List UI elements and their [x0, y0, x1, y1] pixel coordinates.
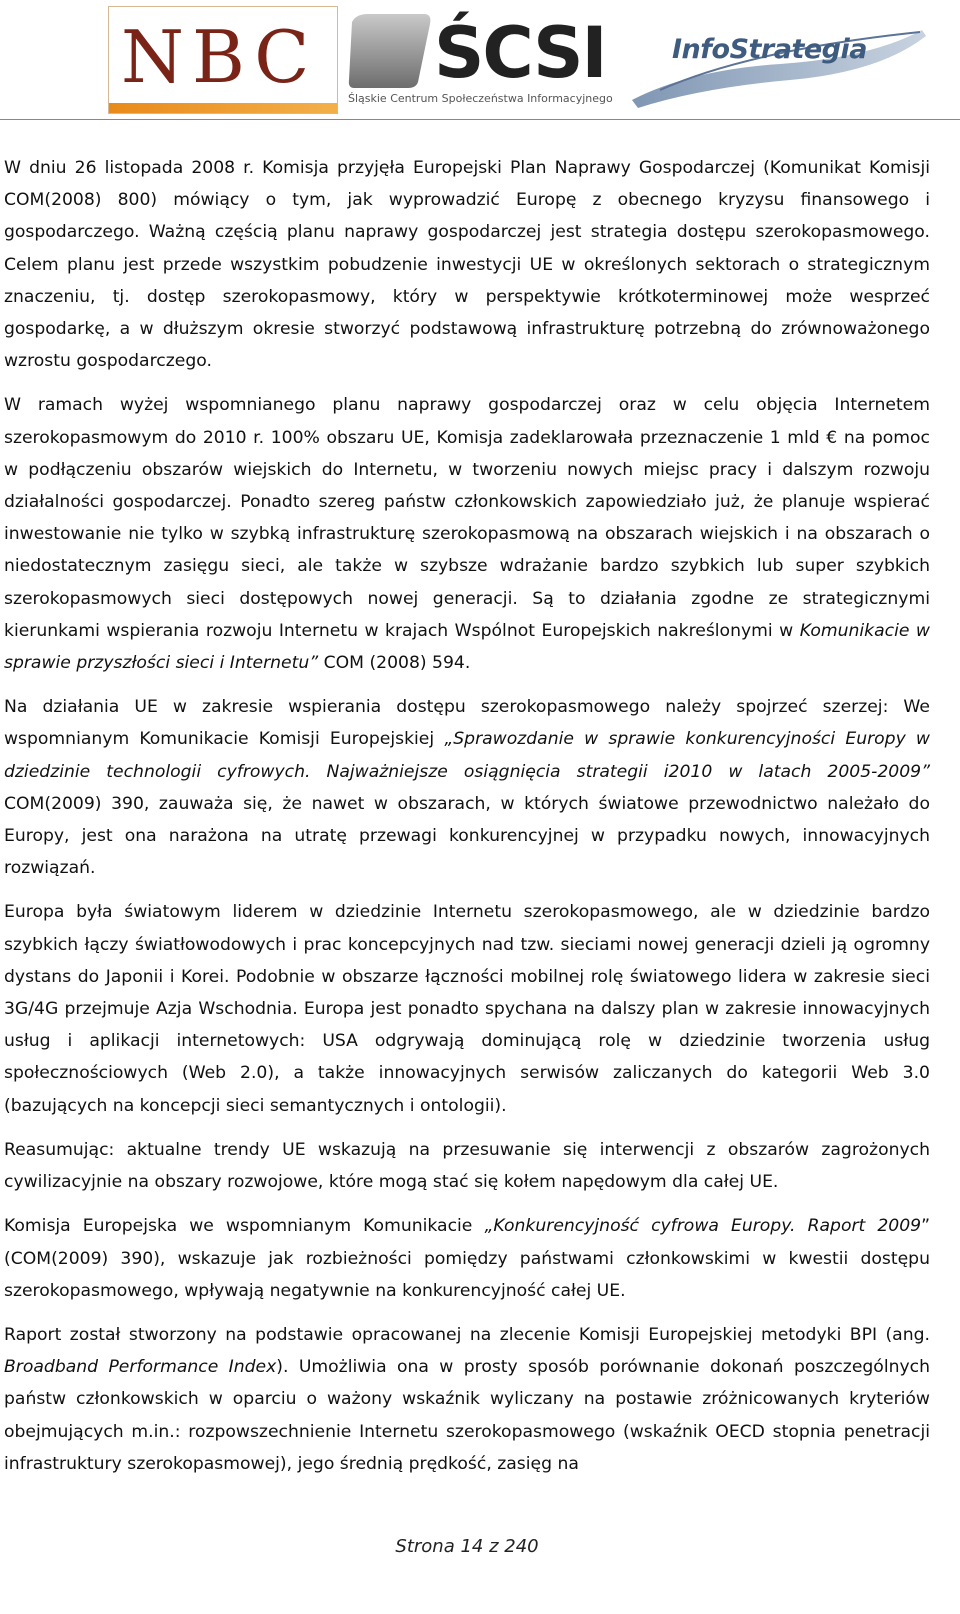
paragraph-text: Reasumując: aktualne trendy UE wskazują na przesuwanie się interwencji z obszarów zagrożonych cywilizacyjnie na obszary rozwojowe, które mogą stać się kołem napędowym dla całej UE.	[4, 1139, 930, 1193]
body-paragraph	[4, 389, 930, 679]
infostrategia-logo-text: InfoStrategia	[672, 34, 867, 65]
infostrategia-logo	[630, 20, 930, 110]
italic-citation: „Konkurencyjność cyfrowa Europy. Raport 2009	[484, 1216, 922, 1237]
document-body	[4, 152, 930, 1492]
paragraph-text: Europa była światowym liderem w dziedzinie Internetu szerokopasmowego, ale w dziedzinie bardzo szybkich łączy światłowodowych i prac koncepcyjnych nad tzw. sieciami nowej generacji dzieli ją ogromny dystans do Japonii i Korei. Podobnie w obszarze łączności mobilnej rolę światowego lidera w zakresie sieci 3G/4G przejmuje Azja Wschodnia. Europa jest ponadto spychana na dalszy plan w zakresie innowacyjnych usług i aplikacji internetowych: USA odgrywają dominującą rolę w dziedzinie tworzenia usług społecznościowych (Web 2.0), a także innowacyjnych serwisów zaliczanych do kategorii Web 3.0 (bazujących na koncepcji sieci semantycznych i ontologii).	[4, 902, 930, 1116]
nbc-logo-bar	[109, 103, 337, 113]
scsi-logo-subtitle: Śląskie Centrum Społeczeństwa Informacyjnego	[348, 92, 613, 105]
page-header	[0, 0, 960, 120]
paragraph-text: COM (2008) 594.	[318, 653, 471, 674]
paragraph-text: W ramach wyżej wspomnianego planu naprawy gospodarczej oraz w celu objęcia Internetem szerokopasmowym do 2010 r. 100% obszaru UE, Komisja zadeklarowała przeznaczenie 1 mld € na pomoc w podłączeniu obszarów wiejskich do Internetu, w tworzeniu nowych miejsc pracy i dalszym rozwoju działalności gospodarczej. Ponadto szereg państw członkowskich zapowiedziało już, że planuje wspierać inwestowanie nie tylko w szybką infrastrukturę szerokopasmową na obszarach wiejskich i na obszarach o niedostatecznym zasięgu sieci, ale także w szybsze wdrażanie bardzo szybkich lub super szybkich szerokopasmowych sieci dostępowych nowej generacji. Są to działania zgodne ze strategicznymi kierunkami wspierania rozwoju Internetu w krajach Wspólnot Europejskich nakreślonymi w	[4, 395, 930, 641]
nbc-logo	[108, 6, 338, 114]
paragraph-text: COM(2009) 390, zauważa się, że nawet w obszarach, w których światowe przewodnictwo należało do Europy, jest ona narażona na utratę przewagi konkurencyjnej w przypadku nowych, innowacyjnych rozwiązań.	[4, 793, 930, 879]
body-paragraph	[4, 152, 930, 377]
body-paragraph	[4, 1134, 930, 1198]
body-paragraph	[4, 691, 930, 884]
page-number: Strona 14 z 240	[395, 1536, 539, 1557]
paragraph-text: W dniu 26 listopada 2008 r. Komisja przyjęła Europejski Plan Naprawy Gospodarczej (Komunikat Komisji COM(2008) 800) mówiący o tym, jak wyprowadzić Europę z obecnego kryzysu finansowego i gospodarczego. Ważną częścią planu naprawy gospodarczej jest strategia dostępu szerokopasmowego. Celem planu jest przede wszystkim pobudzenie inwestycji UE w określonych sektorach o strategicznym znaczeniu, tj. dostęp szerokopasmowy, który w perspektywie krótkoterminowej może wesprzeć gospodarkę, a w dłuższym okresie stworzyć podstawową infrastrukturę potrzebną do zrównoważonego wzrostu gospodarczego.	[4, 158, 930, 372]
header-divider	[0, 119, 960, 120]
nbc-logo-text: NBC	[121, 15, 318, 99]
italic-citation: „Sprawozdanie w sprawie konkurencyjności Europy w dziedzinie technologii cyfrowych. Najważniejsze osiągnięcia strategii i2010 w latach 2005-2009”	[4, 729, 930, 782]
body-paragraph	[4, 1319, 930, 1480]
paragraph-text: Komisja Europejska we wspomnianym Komunikacie	[4, 1216, 485, 1237]
body-paragraph	[4, 1210, 930, 1307]
body-paragraph	[4, 896, 930, 1121]
scsi-emblem-icon	[346, 10, 436, 90]
paragraph-text: ). Umożliwia ona w prosty sposób porównanie dokonań poszczególnych państw członkowskich w oparciu o ważony wskaźnik wyliczany na postawie zróżnicowanych kryteriów obejmujących m.in.: rozpowszechnienie Internetu szerokopasmowego (wskaźnik OECD stopnia penetracji infrastruktury szerokopasmowej), jego średnią prędkość, zasięg na	[4, 1357, 931, 1474]
paragraph-text: Na działania UE w zakresie wspierania dostępu szerokopasmowego należy spojrzeć szerzej: We wspomnianym Komunikacie Komisji Europejskiej	[4, 697, 930, 750]
italic-citation: Broadband Performance Index	[4, 1357, 277, 1378]
paragraph-text: ” (COM(2009) 390), wskazuje jak rozbieżności pomiędzy państwami członkowskimi w kwestii dostępu szerokopasmowego, wpływają negatywnie na konkurencyjność całej UE.	[4, 1216, 931, 1301]
paragraph-text: Raport został stworzony na podstawie opracowanej na zlecenie Komisji Europejskiej metodyki BPI (ang.	[4, 1324, 930, 1345]
scsi-logo-text: ŚCSI	[434, 12, 606, 94]
italic-citation: Komunikacie w sprawie przyszłości sieci i Internetu”	[4, 620, 930, 674]
scsi-logo	[346, 10, 616, 110]
